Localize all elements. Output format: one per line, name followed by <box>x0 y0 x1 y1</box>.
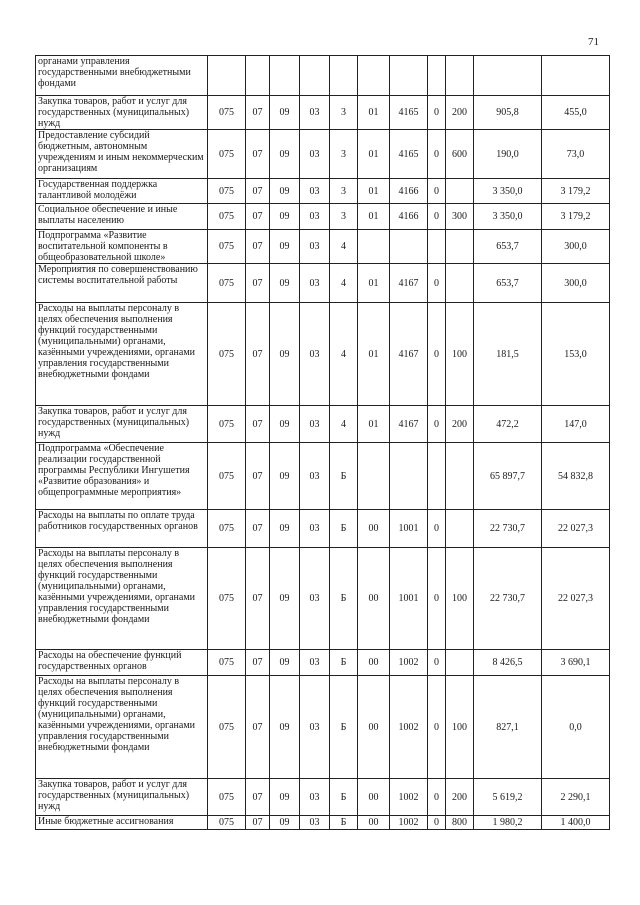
extra-code-cell: 0 <box>428 676 446 779</box>
direction-code-cell <box>390 443 428 510</box>
amount-year-1-cell: 472,2 <box>474 406 542 443</box>
direction-code-cell: 1001 <box>390 548 428 650</box>
expense-type-code-cell: 800 <box>446 816 474 830</box>
subprogram-code-cell <box>330 56 358 96</box>
grbs-code-cell: 075 <box>208 443 246 510</box>
expense-type-code-cell: 100 <box>446 676 474 779</box>
subsection-code-cell: 09 <box>270 130 300 179</box>
subsection-code-cell: 09 <box>270 96 300 130</box>
table-row <box>36 510 610 548</box>
section-code-cell: 07 <box>246 548 270 650</box>
event-code-cell: 00 <box>358 676 390 779</box>
expense-type-code-cell <box>446 443 474 510</box>
table-row <box>36 264 610 303</box>
expense-type-code-cell <box>446 179 474 204</box>
expense-type-code-cell <box>446 264 474 303</box>
event-code-cell: 00 <box>358 510 390 548</box>
program-code-cell: 03 <box>300 264 330 303</box>
subprogram-code-cell: 3 <box>330 96 358 130</box>
amount-year-1-cell: 653,7 <box>474 230 542 264</box>
expense-type-code-cell <box>446 56 474 96</box>
expense-name-cell: Социальное обеспечение и иные выплаты населению <box>36 204 208 230</box>
direction-code-cell: 4165 <box>390 96 428 130</box>
table-row <box>36 443 610 510</box>
extra-code-cell <box>428 443 446 510</box>
amount-year-1-cell: 653,7 <box>474 264 542 303</box>
program-code-cell: 03 <box>300 816 330 830</box>
amount-year-2-cell: 153,0 <box>542 303 610 406</box>
direction-code-cell: 4167 <box>390 264 428 303</box>
grbs-code-cell: 075 <box>208 130 246 179</box>
program-code-cell: 03 <box>300 204 330 230</box>
extra-code-cell: 0 <box>428 406 446 443</box>
expense-type-code-cell: 300 <box>446 204 474 230</box>
table-row <box>36 406 610 443</box>
event-code-cell: 00 <box>358 816 390 830</box>
amount-year-2-cell: 300,0 <box>542 264 610 303</box>
amount-year-1-cell: 190,0 <box>474 130 542 179</box>
section-code-cell: 07 <box>246 130 270 179</box>
subprogram-code-cell: 4 <box>330 264 358 303</box>
grbs-code-cell: 075 <box>208 548 246 650</box>
grbs-code-cell: 075 <box>208 650 246 676</box>
extra-code-cell: 0 <box>428 510 446 548</box>
program-code-cell: 03 <box>300 443 330 510</box>
extra-code-cell: 0 <box>428 179 446 204</box>
subsection-code-cell: 09 <box>270 676 300 779</box>
table-row <box>36 816 610 830</box>
section-code-cell: 07 <box>246 204 270 230</box>
event-code-cell <box>358 56 390 96</box>
grbs-code-cell: 075 <box>208 779 246 816</box>
program-code-cell: 03 <box>300 303 330 406</box>
direction-code-cell: 4166 <box>390 204 428 230</box>
subprogram-code-cell: Б <box>330 443 358 510</box>
expense-type-code-cell <box>446 510 474 548</box>
section-code-cell: 07 <box>246 676 270 779</box>
section-code-cell: 07 <box>246 264 270 303</box>
amount-year-2-cell: 54 832,8 <box>542 443 610 510</box>
direction-code-cell: 1002 <box>390 779 428 816</box>
amount-year-2-cell: 3 179,2 <box>542 204 610 230</box>
section-code-cell <box>246 56 270 96</box>
table-row <box>36 303 610 406</box>
expense-type-code-cell: 100 <box>446 303 474 406</box>
table-row <box>36 230 610 264</box>
amount-year-2-cell: 0,0 <box>542 676 610 779</box>
grbs-code-cell: 075 <box>208 676 246 779</box>
direction-code-cell: 1002 <box>390 676 428 779</box>
direction-code-cell <box>390 230 428 264</box>
amount-year-1-cell: 8 426,5 <box>474 650 542 676</box>
section-code-cell: 07 <box>246 230 270 264</box>
expense-name-cell: Расходы на выплаты по оплате труда работников государственных органов <box>36 510 208 548</box>
subsection-code-cell: 09 <box>270 230 300 264</box>
amount-year-1-cell: 1 980,2 <box>474 816 542 830</box>
section-code-cell: 07 <box>246 816 270 830</box>
amount-year-1-cell: 65 897,7 <box>474 443 542 510</box>
grbs-code-cell: 075 <box>208 204 246 230</box>
expense-name-cell: Мероприятия по совершенствованию системы воспитательной работы <box>36 264 208 303</box>
extra-code-cell: 0 <box>428 650 446 676</box>
section-code-cell: 07 <box>246 303 270 406</box>
extra-code-cell: 0 <box>428 548 446 650</box>
amount-year-2-cell: 22 027,3 <box>542 548 610 650</box>
subsection-code-cell: 09 <box>270 510 300 548</box>
grbs-code-cell: 075 <box>208 406 246 443</box>
amount-year-2-cell: 147,0 <box>542 406 610 443</box>
direction-code-cell: 1001 <box>390 510 428 548</box>
table-row <box>36 130 610 179</box>
program-code-cell: 03 <box>300 130 330 179</box>
subprogram-code-cell: 3 <box>330 130 358 179</box>
expense-name-cell: Подпрограмма «Обеспечение реализации государственной программы Республики Ингушетия «Развитие образования» и общепрограммные мероприятия» <box>36 443 208 510</box>
amount-year-1-cell: 22 730,7 <box>474 510 542 548</box>
event-code-cell: 00 <box>358 779 390 816</box>
section-code-cell: 07 <box>246 406 270 443</box>
subsection-code-cell: 09 <box>270 264 300 303</box>
expense-name-cell: Расходы на выплаты персоналу в целях обеспечения выполнения функций государственными (муниципальными) органами, казёнными учреждениями, органами управления государственными внебюджетными фондами <box>36 548 208 650</box>
subprogram-code-cell: Б <box>330 650 358 676</box>
expense-type-code-cell: 200 <box>446 406 474 443</box>
program-code-cell: 03 <box>300 510 330 548</box>
section-code-cell: 07 <box>246 443 270 510</box>
expense-name-cell: Расходы на выплаты персоналу в целях обеспечения выполнения функций государственными (муниципальными) органами, казёнными учреждениями, органами управления государственными внебюджетными фондами <box>36 676 208 779</box>
program-code-cell: 03 <box>300 676 330 779</box>
expense-type-code-cell <box>446 230 474 264</box>
direction-code-cell: 4167 <box>390 406 428 443</box>
expense-name-cell: Закупка товаров, работ и услуг для государственных (муниципальных) нужд <box>36 779 208 816</box>
page-number: 71 <box>588 36 599 48</box>
expense-type-code-cell: 200 <box>446 779 474 816</box>
expense-type-code-cell <box>446 650 474 676</box>
table-row <box>36 779 610 816</box>
table-row <box>36 548 610 650</box>
table-row <box>36 56 610 96</box>
budget-table <box>35 55 610 830</box>
amount-year-2-cell: 73,0 <box>542 130 610 179</box>
table-row <box>36 204 610 230</box>
subsection-code-cell: 09 <box>270 443 300 510</box>
grbs-code-cell: 075 <box>208 816 246 830</box>
program-code-cell: 03 <box>300 779 330 816</box>
extra-code-cell: 0 <box>428 816 446 830</box>
direction-code-cell: 4167 <box>390 303 428 406</box>
grbs-code-cell: 075 <box>208 179 246 204</box>
grbs-code-cell: 075 <box>208 96 246 130</box>
expense-name-cell: Закупка товаров, работ и услуг для государственных (муниципальных) нужд <box>36 96 208 130</box>
section-code-cell: 07 <box>246 779 270 816</box>
subsection-code-cell: 09 <box>270 548 300 650</box>
event-code-cell: 01 <box>358 179 390 204</box>
expense-type-code-cell: 100 <box>446 548 474 650</box>
amount-year-2-cell: 300,0 <box>542 230 610 264</box>
extra-code-cell: 0 <box>428 130 446 179</box>
direction-code-cell: 1002 <box>390 650 428 676</box>
amount-year-2-cell: 3 690,1 <box>542 650 610 676</box>
direction-code-cell: 4165 <box>390 130 428 179</box>
table-row <box>36 650 610 676</box>
expense-name-cell: Государственная поддержка талантливой молодёжи <box>36 179 208 204</box>
amount-year-1-cell: 5 619,2 <box>474 779 542 816</box>
event-code-cell: 01 <box>358 303 390 406</box>
event-code-cell: 01 <box>358 204 390 230</box>
expense-name-cell: Расходы на обеспечение функций государственных органов <box>36 650 208 676</box>
extra-code-cell <box>428 230 446 264</box>
subprogram-code-cell: Б <box>330 676 358 779</box>
subsection-code-cell: 09 <box>270 779 300 816</box>
subsection-code-cell: 09 <box>270 650 300 676</box>
amount-year-2-cell <box>542 56 610 96</box>
subsection-code-cell: 09 <box>270 303 300 406</box>
extra-code-cell: 0 <box>428 264 446 303</box>
direction-code-cell: 4166 <box>390 179 428 204</box>
amount-year-2-cell: 455,0 <box>542 96 610 130</box>
grbs-code-cell: 075 <box>208 303 246 406</box>
extra-code-cell <box>428 56 446 96</box>
program-code-cell: 03 <box>300 179 330 204</box>
program-code-cell: 03 <box>300 650 330 676</box>
subprogram-code-cell: 3 <box>330 179 358 204</box>
subprogram-code-cell: Б <box>330 510 358 548</box>
subprogram-code-cell: Б <box>330 548 358 650</box>
amount-year-1-cell: 3 350,0 <box>474 204 542 230</box>
subsection-code-cell: 09 <box>270 204 300 230</box>
extra-code-cell: 0 <box>428 303 446 406</box>
amount-year-2-cell: 1 400,0 <box>542 816 610 830</box>
expense-name-cell: Расходы на выплаты персоналу в целях обеспечения выполнения функций государственными (муниципальными) органами, казёнными учреждениями, органами управления государственными внебюджетными фондами <box>36 303 208 406</box>
expense-name-cell: Предоставление субсидий бюджетным, автономным учреждениям и иным некоммерческим организациям <box>36 130 208 179</box>
extra-code-cell: 0 <box>428 779 446 816</box>
event-code-cell: 01 <box>358 406 390 443</box>
table-row <box>36 676 610 779</box>
amount-year-2-cell: 3 179,2 <box>542 179 610 204</box>
subprogram-code-cell: 4 <box>330 303 358 406</box>
amount-year-1-cell: 181,5 <box>474 303 542 406</box>
program-code-cell: 03 <box>300 548 330 650</box>
expense-name-cell: Подпрограмма «Развитие воспитательной компоненты в общеобразовательной школе» <box>36 230 208 264</box>
event-code-cell: 00 <box>358 650 390 676</box>
extra-code-cell: 0 <box>428 204 446 230</box>
section-code-cell: 07 <box>246 510 270 548</box>
program-code-cell: 03 <box>300 96 330 130</box>
event-code-cell: 00 <box>358 548 390 650</box>
expense-name-cell: органами управления государственными внебюджетными фондами <box>36 56 208 96</box>
expense-name-cell: Иные бюджетные ассигнования <box>36 816 208 830</box>
section-code-cell: 07 <box>246 650 270 676</box>
subprogram-code-cell: Б <box>330 816 358 830</box>
direction-code-cell <box>390 56 428 96</box>
event-code-cell: 01 <box>358 96 390 130</box>
subprogram-code-cell: Б <box>330 779 358 816</box>
program-code-cell <box>300 56 330 96</box>
amount-year-1-cell: 3 350,0 <box>474 179 542 204</box>
extra-code-cell: 0 <box>428 96 446 130</box>
table-row <box>36 179 610 204</box>
amount-year-2-cell: 2 290,1 <box>542 779 610 816</box>
expense-type-code-cell: 600 <box>446 130 474 179</box>
amount-year-1-cell: 22 730,7 <box>474 548 542 650</box>
section-code-cell: 07 <box>246 96 270 130</box>
program-code-cell: 03 <box>300 406 330 443</box>
event-code-cell <box>358 443 390 510</box>
event-code-cell: 01 <box>358 130 390 179</box>
subsection-code-cell: 09 <box>270 406 300 443</box>
subprogram-code-cell: 4 <box>330 406 358 443</box>
grbs-code-cell: 075 <box>208 230 246 264</box>
subsection-code-cell <box>270 56 300 96</box>
amount-year-1-cell <box>474 56 542 96</box>
grbs-code-cell: 075 <box>208 510 246 548</box>
event-code-cell: 01 <box>358 264 390 303</box>
subprogram-code-cell: 3 <box>330 204 358 230</box>
subprogram-code-cell: 4 <box>330 230 358 264</box>
grbs-code-cell <box>208 56 246 96</box>
section-code-cell: 07 <box>246 179 270 204</box>
direction-code-cell: 1002 <box>390 816 428 830</box>
table-row <box>36 96 610 130</box>
program-code-cell: 03 <box>300 230 330 264</box>
amount-year-1-cell: 905,8 <box>474 96 542 130</box>
grbs-code-cell: 075 <box>208 264 246 303</box>
amount-year-2-cell: 22 027,3 <box>542 510 610 548</box>
subsection-code-cell: 09 <box>270 179 300 204</box>
subsection-code-cell: 09 <box>270 816 300 830</box>
amount-year-1-cell: 827,1 <box>474 676 542 779</box>
event-code-cell <box>358 230 390 264</box>
expense-name-cell: Закупка товаров, работ и услуг для государственных (муниципальных) нужд <box>36 406 208 443</box>
expense-type-code-cell: 200 <box>446 96 474 130</box>
